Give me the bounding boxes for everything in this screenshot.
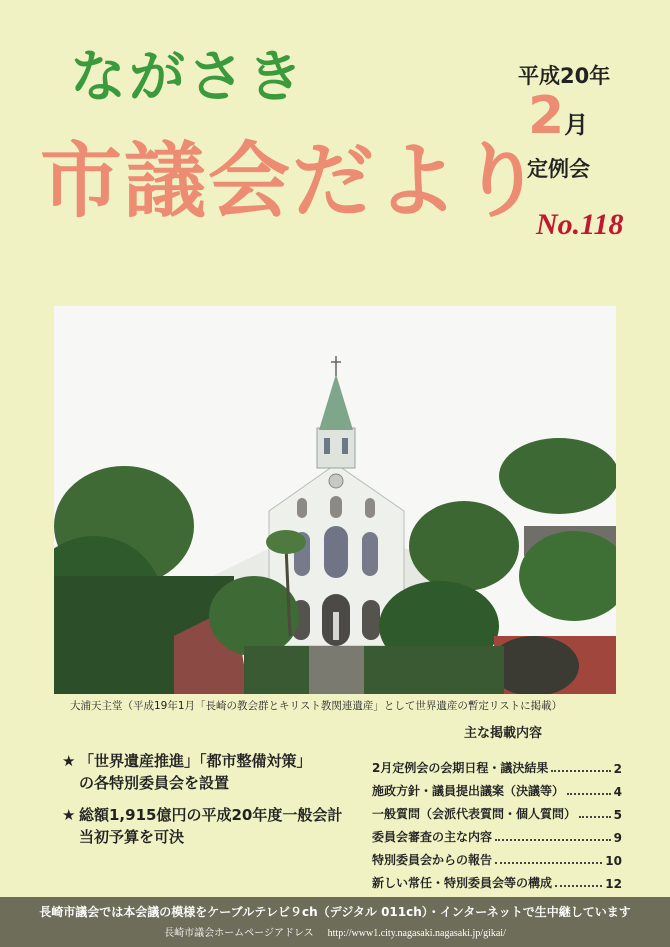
- table-of-contents: [372, 722, 622, 891]
- issue-number: No.118: [536, 208, 624, 241]
- title-shigikai-dayori: 市議会だより: [40, 133, 545, 229]
- highlights: [62, 750, 362, 858]
- toc-item-title: 2月定例会の会期日程・議決結果: [372, 761, 549, 775]
- toc-item-page: 12: [605, 877, 622, 891]
- cover-photo-oura-church: [54, 306, 616, 694]
- toc-item: [372, 845, 622, 868]
- star-icon: ★: [62, 752, 76, 770]
- homepage-label: 長崎市議会ホームページアドレス: [164, 928, 314, 939]
- toc-leader: [495, 839, 611, 841]
- photo-caption: 大浦天主堂（平成19年1月「長崎の教会群とキリスト教関連遺産」として世界遺産の暫定リストに掲載）: [70, 700, 563, 712]
- toc-leader: [579, 816, 611, 818]
- footer-bar: [0, 897, 670, 947]
- month-number: 2: [528, 86, 565, 146]
- session-month: [528, 86, 589, 146]
- highlight-item: [62, 750, 362, 794]
- toc-heading: 主な掲載内容: [463, 726, 542, 741]
- toc-leader: [551, 770, 610, 772]
- highlight-item: [62, 804, 362, 848]
- toc-item-title: 一般質問（会派代表質問・個人質問）: [372, 807, 577, 821]
- toc-item-title: 新しい常任・特別委員会等の構成: [372, 876, 553, 890]
- homepage-info: [0, 924, 670, 939]
- toc-leader: [567, 793, 611, 795]
- session-label: 定例会: [527, 157, 590, 181]
- era-year: 平成20年: [518, 64, 611, 88]
- month-unit: 月: [564, 111, 589, 139]
- homepage-url-link[interactable]: http://www1.city.nagasaki.nagasaki.jp/gikai/: [327, 928, 506, 939]
- toc-item-page: 10: [605, 854, 622, 868]
- star-icon: ★: [62, 806, 76, 824]
- toc-item: [372, 868, 622, 891]
- highlight-line: の各特別委員会を設置: [79, 774, 230, 792]
- toc-item-page: 4: [613, 785, 622, 799]
- toc-item-page: 9: [613, 831, 622, 845]
- broadcast-notice: 長崎市議会では本会議の模様をケーブルテレビ９ch（デジタル 011ch）・インターネットで生中継しています: [39, 905, 631, 919]
- church-illustration: [54, 306, 616, 694]
- toc-item-title: 施政方針・議員提出議案（決議等）: [372, 784, 565, 798]
- toc-item-page: 5: [613, 808, 622, 822]
- toc-item-title: 委員会審査の主な内容: [372, 830, 493, 844]
- toc-item: [372, 776, 622, 799]
- toc-item-title: 特別委員会からの報告: [372, 853, 493, 867]
- highlight-line: 「世界遺産推進」「都市整備対策」: [79, 752, 312, 770]
- title-nagasaki: ながさき: [70, 45, 306, 110]
- highlight-line: 総額1,915億円の平成20年度一般会計: [79, 806, 343, 824]
- toc-leader: [495, 862, 602, 864]
- toc-item: [372, 822, 622, 845]
- toc-item: [372, 753, 622, 776]
- toc-item: [372, 799, 622, 822]
- highlight-line: 当初予算を可決: [79, 828, 185, 846]
- toc-leader: [555, 885, 602, 887]
- toc-item-page: 2: [613, 762, 622, 776]
